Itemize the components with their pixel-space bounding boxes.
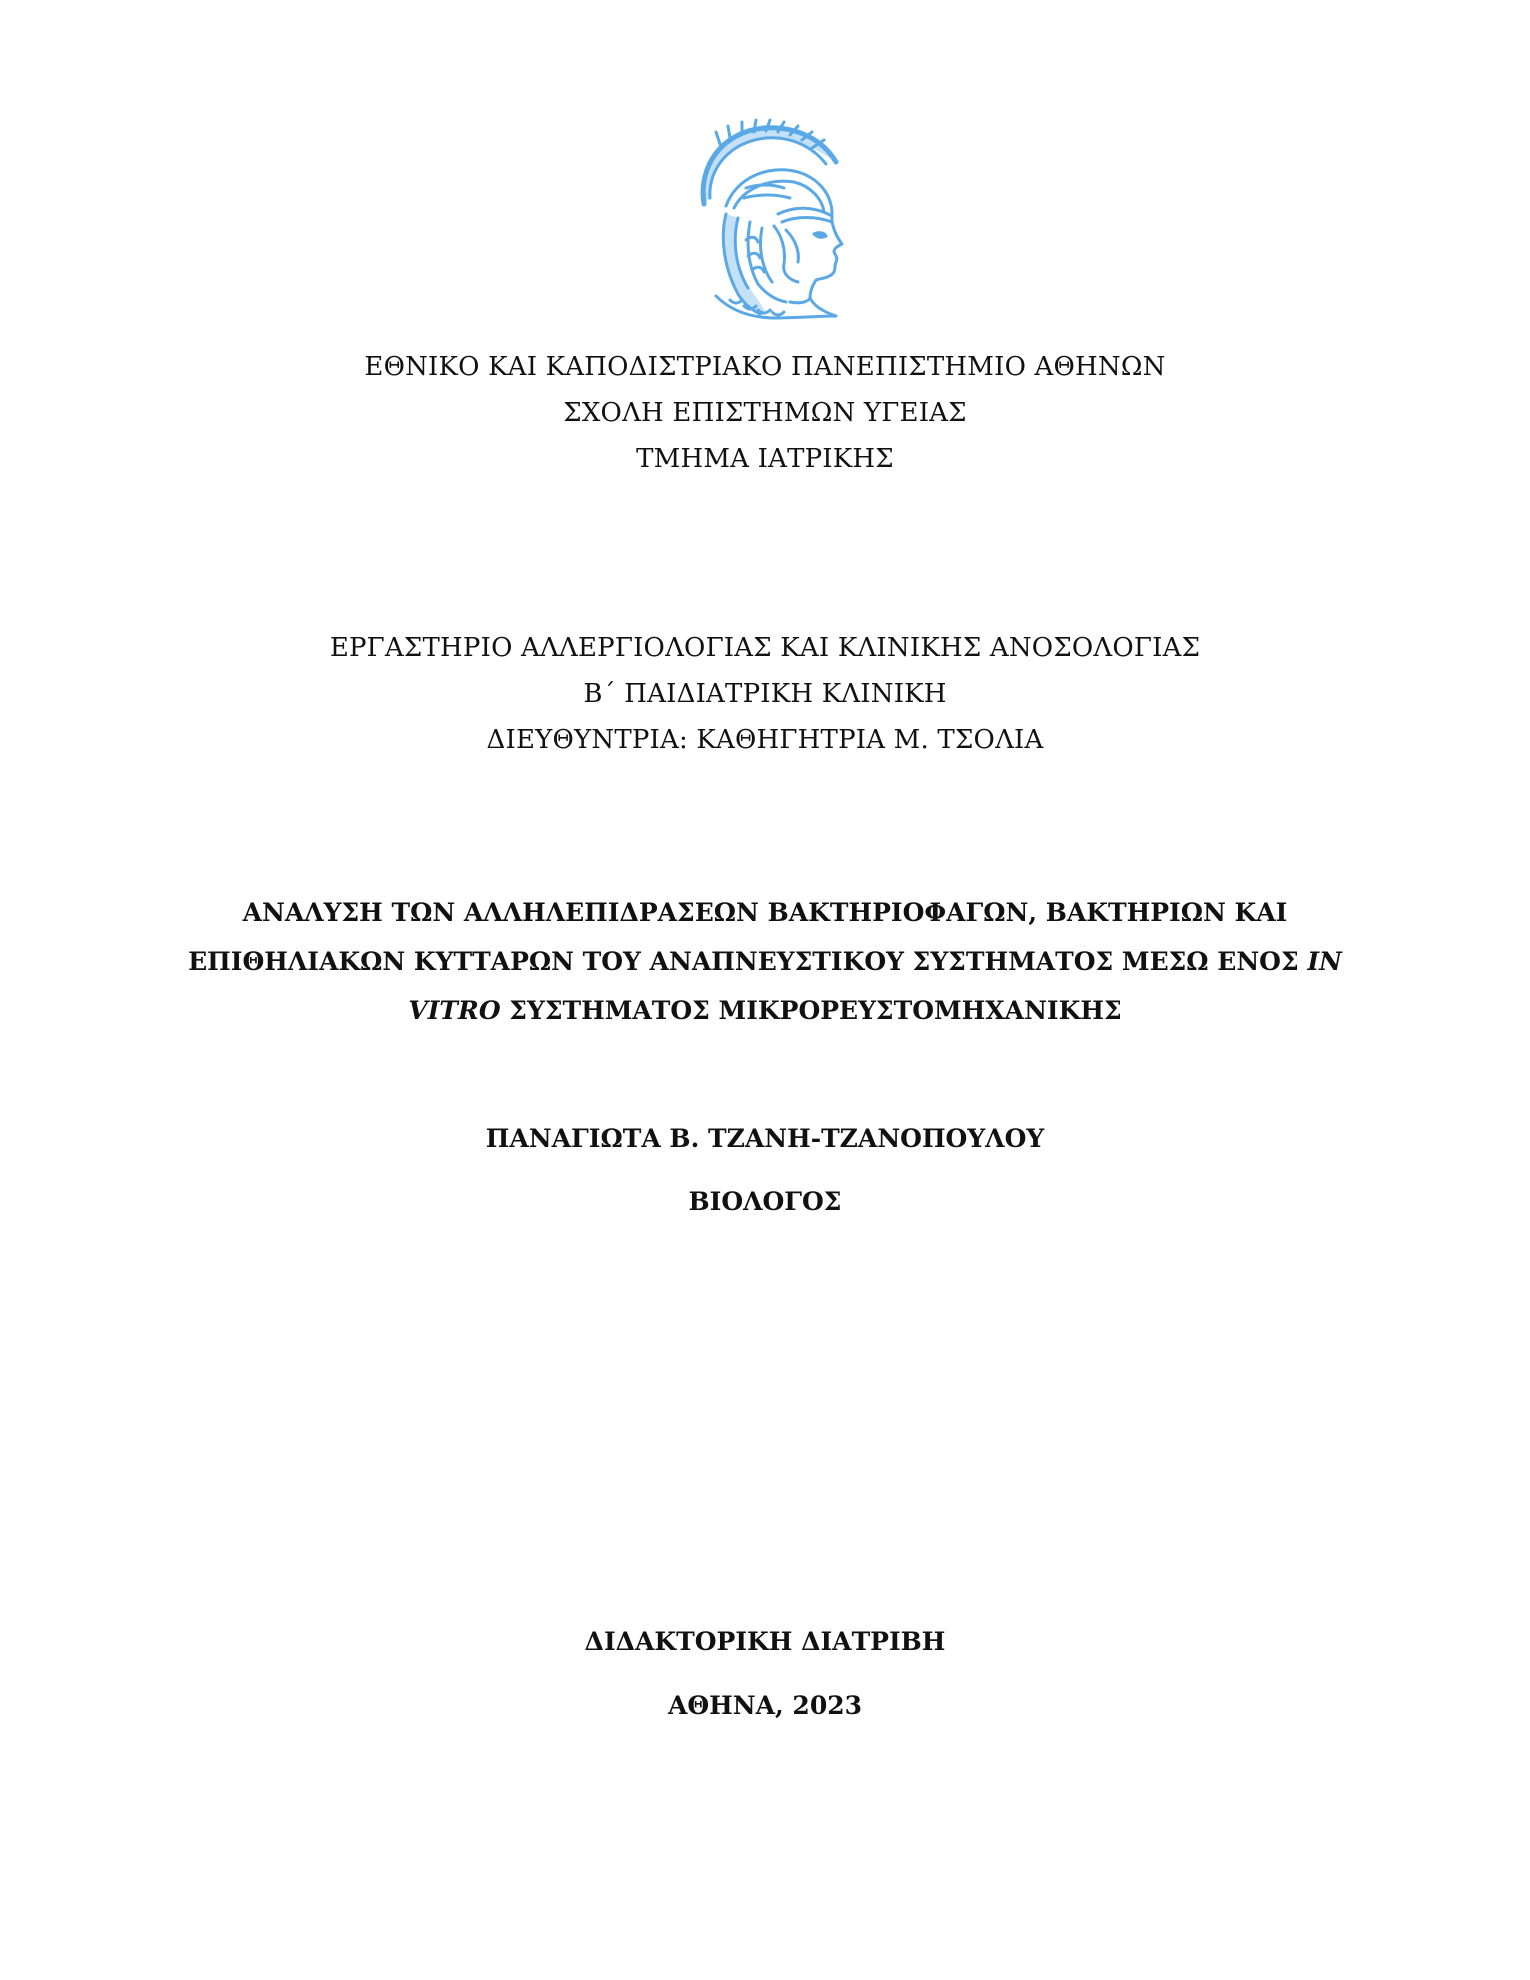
thesis-title	[0, 888, 1530, 1035]
author-name: ΠΑΝΑΓΙΩΤΑ Β. ΤΖΑΝΗ-ΤΖΑΝΟΠΟΥΛΟΥ	[485, 1124, 1045, 1153]
department-name: ΤΜΗΜΑ ΙΑΤΡΙΚΗΣ	[636, 444, 894, 474]
thesis-title-line-2: ΕΠΙΘΗΛΙΑΚΩΝ ΚΥΤΤΑΡΩΝ ΤΟΥ ΑΝΑΠΝΕΥΣΤΙΚΟΥ ΣΥΣΤΗΜΑΤΟΣ ΜΕΣΩ ΕΝΟΣ IN	[188, 947, 1342, 976]
laboratory-name: ΕΡΓΑΣΤΗΡΙΟ ΑΛΛΕΡΓΙΟΛΟΓΙΑΣ ΚΑΙ ΚΛΙΝΙΚΗΣ ΑΝΟΣΟΛΟΓΙΑΣ	[329, 633, 1201, 663]
institution-block	[0, 344, 1530, 482]
clinic-name: Β΄ ΠΑΙΔΙΑΤΡΙΚΗ ΚΛΙΝΙΚΗ	[583, 679, 947, 709]
document-type: ΔΙΔΑΚΤΟΡΙΚΗ ΔΙΑΤΡΙΒΗ	[584, 1627, 946, 1656]
author-profession: ΒΙΟΛΟΓΟΣ	[688, 1187, 842, 1216]
university-name: ΕΘΝΙΚΟ ΚΑΙ ΚΑΠΟΔΙΣΤΡΙΑΚΟ ΠΑΝΕΠΙΣΤΗΜΙΟ ΑΘΗΝΩΝ	[364, 352, 1166, 382]
thesis-title-line-1: ΑΝΑΛΥΣΗ ΤΩΝ ΑΛΛΗΛΕΠΙΔΡΑΣΕΩΝ ΒΑΚΤΗΡΙΟΦΑΓΩΝ, ΒΑΚΤΗΡΙΩΝ ΚΑΙ	[242, 898, 1288, 927]
school-name: ΣΧΟΛΗ ΕΠΙΣΤΗΜΩΝ ΥΓΕΙΑΣ	[563, 398, 967, 428]
place-year: ΑΘΗΝΑ, 2023	[667, 1691, 863, 1720]
director-line: ΔΙΕΥΘΥΝΤΡΙΑ: ΚΑΘΗΓΗΤΡΙΑ Μ. ΤΣΟΛΙΑ	[486, 725, 1044, 755]
thesis-title-line-3: VITRO ΣΥΣΤΗΜΑΤΟΣ ΜΙΚΡΟΡΕΥΣΤΟΜΗΧΑΝΙΚΗΣ	[408, 996, 1122, 1025]
athena-helmet-emblem-icon	[686, 118, 844, 320]
laboratory-block	[0, 625, 1530, 763]
